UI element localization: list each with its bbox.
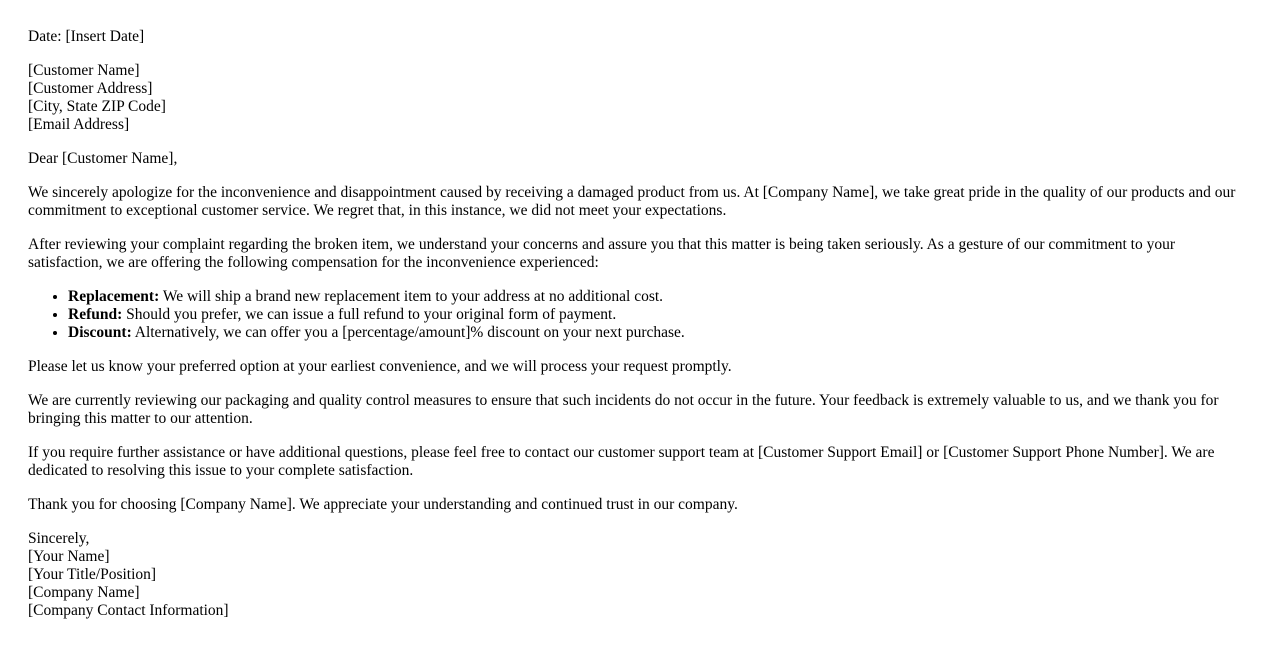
- option-label: Discount:: [68, 324, 132, 341]
- option-label: Refund:: [68, 306, 123, 323]
- compensation-options-list: [28, 288, 1253, 342]
- signature-title: [Your Title/Position]: [28, 566, 157, 583]
- paragraph-assistance: If you require further assistance or have additional questions, please feel free to contact our customer support team at [Customer Support Email] or [Customer Support Phone Number]. We are dedicated to resolving this issue to your complete satisfaction.: [28, 444, 1215, 479]
- recipient-name: [Customer Name]: [28, 62, 140, 79]
- recipient-email: [Email Address]: [28, 116, 130, 133]
- paragraph-preferred-option: Please let us know your preferred option at your earliest convenience, and we will process your request promptly.: [28, 358, 732, 375]
- option-text: We will ship a brand new replacement item to your address at no additional cost.: [159, 288, 664, 305]
- salutation: Dear [Customer Name],: [28, 150, 178, 167]
- date-line: Date: [Insert Date]: [28, 28, 145, 45]
- recipient-city-state-zip: [City, State ZIP Code]: [28, 98, 166, 115]
- paragraph-apology: We sincerely apologize for the inconvenience and disappointment caused by receiving a damaged product from us. At [Company Name], we take great pride in the quality of our products and our commitment to exceptional customer service. We regret that, in this instance, we did not meet your expectations.: [28, 184, 1236, 219]
- option-text: Should you prefer, we can issue a full refund to your original form of payment.: [122, 306, 617, 323]
- list-item-replacement: [68, 288, 1253, 306]
- signature-company: [Company Name]: [28, 584, 140, 601]
- signature-name: [Your Name]: [28, 548, 110, 565]
- signature-block: [28, 530, 1253, 620]
- recipient-address: [Customer Address]: [28, 80, 153, 97]
- signature-closing: Sincerely,: [28, 530, 90, 547]
- recipient-block: [28, 62, 1253, 134]
- paragraph-thanks: Thank you for choosing [Company Name]. We appreciate your understanding and continued trust in our company.: [28, 496, 738, 513]
- option-text: Alternatively, we can offer you a [percentage/amount]% discount on your next purchase.: [131, 324, 685, 341]
- paragraph-review: We are currently reviewing our packaging and quality control measures to ensure that such incidents do not occur in the future. Your feedback is extremely valuable to us, and we thank you for bringing this matter to our attention.: [28, 392, 1219, 427]
- list-item-refund: [68, 306, 1253, 324]
- letter-document: [28, 28, 1253, 636]
- signature-contact: [Company Contact Information]: [28, 602, 229, 619]
- paragraph-compensation-intro: After reviewing your complaint regarding the broken item, we understand your concerns and assure you that this matter is being taken seriously. As a gesture of our commitment to your satisfaction, we are offering the following compensation for the inconvenience experienced:: [28, 236, 1175, 271]
- option-label: Replacement:: [68, 288, 160, 305]
- list-item-discount: [68, 324, 1253, 342]
